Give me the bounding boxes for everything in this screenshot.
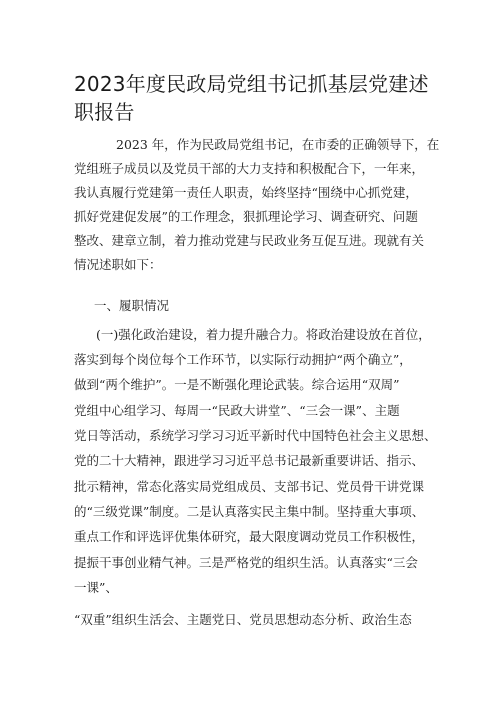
text-line: 重点工作和评选评优集体研究，最大限度调动党员工作积极性，	[74, 529, 425, 544]
text-line: 做到“两个维护”。一是不断强化理论武装。综合运用“双周”	[74, 377, 400, 392]
text-line: 情况述职如下：	[74, 257, 162, 272]
text-line: 2023 年，作为民政局党组书记，在市委的正确领导下，在	[116, 137, 440, 152]
text-line: 整改、建章立制，着力推动党建与民政业务互促互进。现就有关	[74, 233, 425, 248]
text-line: 的“三级党课”制度。二是认真落实民主集中制。坚持重大事项、	[74, 504, 425, 519]
text-line: 落实到每个岗位每个工作环节，以实际行动拥护“两个确立”，	[74, 352, 412, 367]
paragraph-political-building	[74, 325, 437, 615]
text-line: 党日等活动，系统学习学习习近平新时代中国特色社会主义思想、	[74, 428, 437, 443]
text-line: 党的二十大精神，跟进学习习近平总书记最新重要讲话、指示、	[74, 453, 425, 468]
text-line: 党组班子成员以及党员干部的大力支持和积极配合下，一年来，	[74, 161, 425, 176]
text-line: 我认真履行党建第一责任人职责，始终坚持“围绕中心抓党建，	[74, 185, 418, 200]
text-line: 抓好党建促发展”的工作理念，狠抓理论学习、调查研究、问题	[74, 209, 418, 224]
document-title: 2023年度民政局党组书记抓基层党建述职报告	[74, 72, 429, 124]
paragraph-organization-life	[74, 610, 434, 634]
text-line: “双重”组织生活会、主题党日、党员思想动态分析、政治生态	[74, 612, 412, 627]
text-line: (一)强化政治建设，着力提升融合力。将政治建设放在首位，	[96, 327, 431, 342]
text-line: 批示精神，常态化落实局党组成员、支部书记、党员骨干讲党课	[74, 479, 425, 494]
text-line: 一课”、	[74, 580, 118, 595]
text-line: 党组中心组学习、每周一“民政大讲堂”、“三会一课”、主题	[74, 403, 400, 418]
text-line: 提振干事创业精气神。三是严格党的组织生活。认真落实“三会	[74, 555, 418, 570]
paragraph-intro	[74, 135, 440, 295]
section-heading: 一、履职情况	[94, 298, 170, 313]
